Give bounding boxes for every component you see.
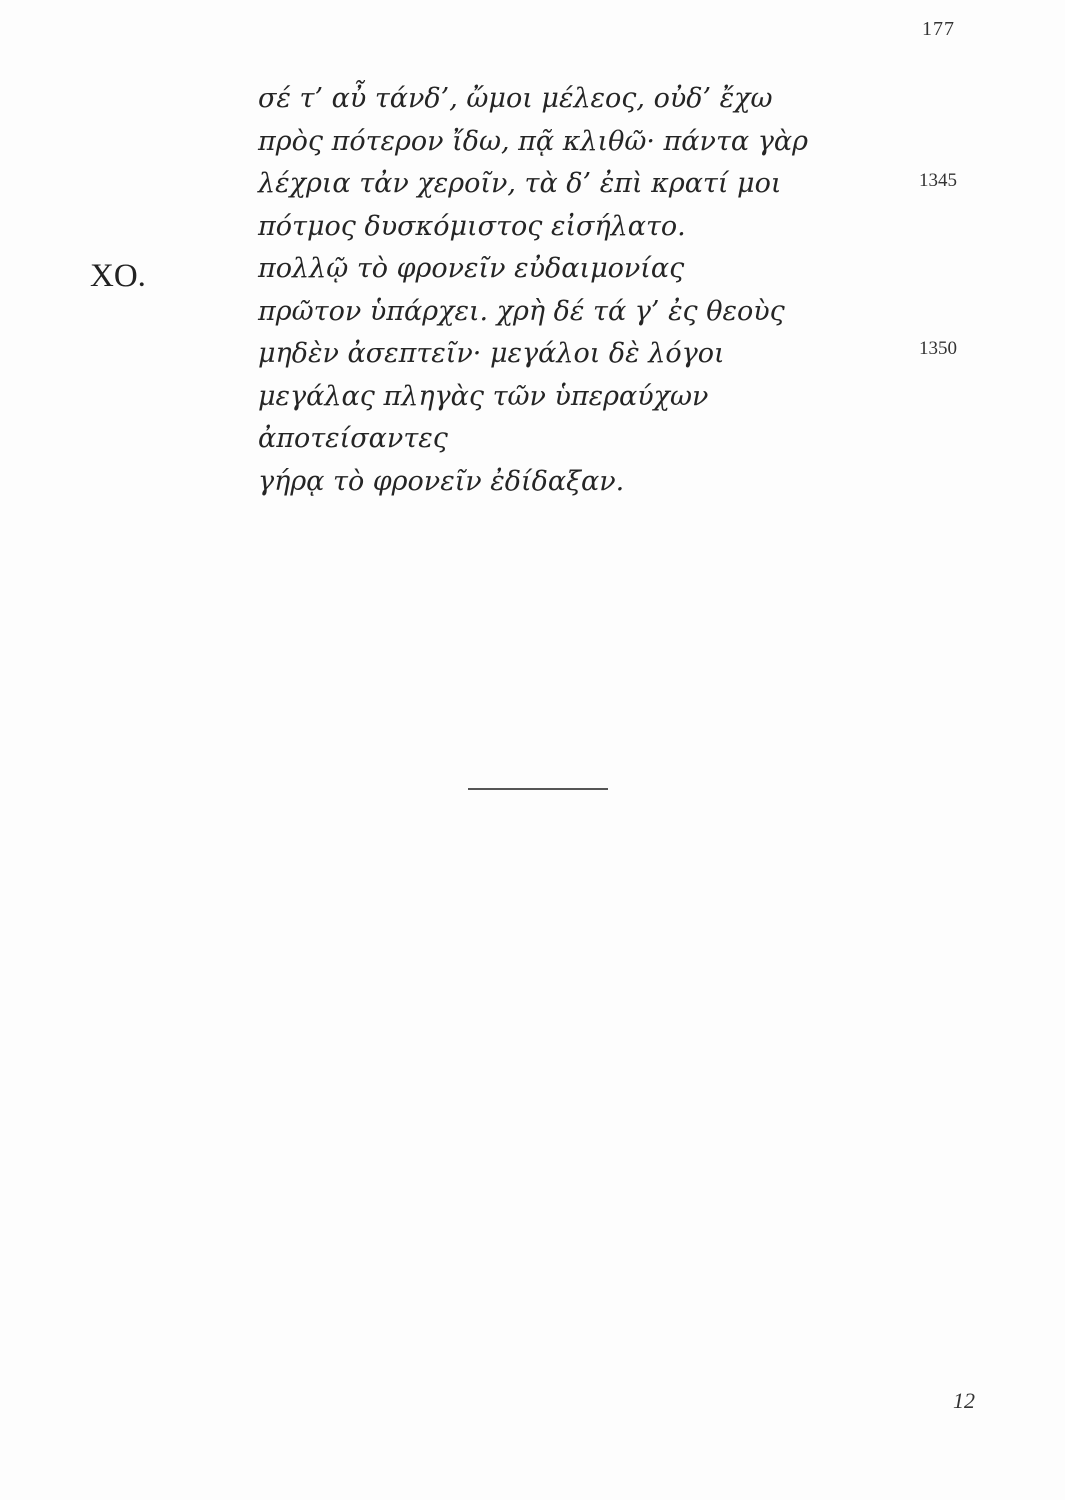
verse-line: σέ τ’ αὖ τάνδ’, ὤμοι μέλεος, οὐδ’ ἔχω [258,83,773,114]
verse-line: πότμος δυσκόμιστος εἰσήλατο. [258,210,686,242]
verse-line: πολλῷ τὸ φρονεῖν εὐδαιμονίας [258,253,685,284]
verse-line: πρῶτον ὑπάρχει. χρὴ δέ τά γ’ ἐς θεοὺς [258,295,785,327]
verse-line: λέχρια τἀν χεροῖν, τὰ δ’ ἐπὶ κρατί μοι [258,168,782,199]
folio-number: 12 [953,1388,975,1413]
speaker-label-chorus: ΧΟ. [90,258,146,294]
verse-line: γήρᾳ τὸ φρονεῖν ἐδίδαξαν. [258,465,625,497]
section-divider-rule [468,788,608,790]
verse-line: πρὸς πότερον ἴδω, πᾷ κλιθῶ· πάντα γὰρ [258,125,808,157]
line-number-1350: 1350 [919,338,957,359]
page-number: 177 [922,18,955,40]
verse-line: ἀποτείσαντες [258,423,448,454]
verse-line: μηδὲν ἀσεπτεῖν· μεγάλοι δὲ λόγοι [258,338,725,369]
verse-block [258,78,878,503]
line-number-1345: 1345 [919,170,957,191]
verse-line: μεγάλας πληγὰς τῶν ὑπεραύχων [258,380,709,412]
